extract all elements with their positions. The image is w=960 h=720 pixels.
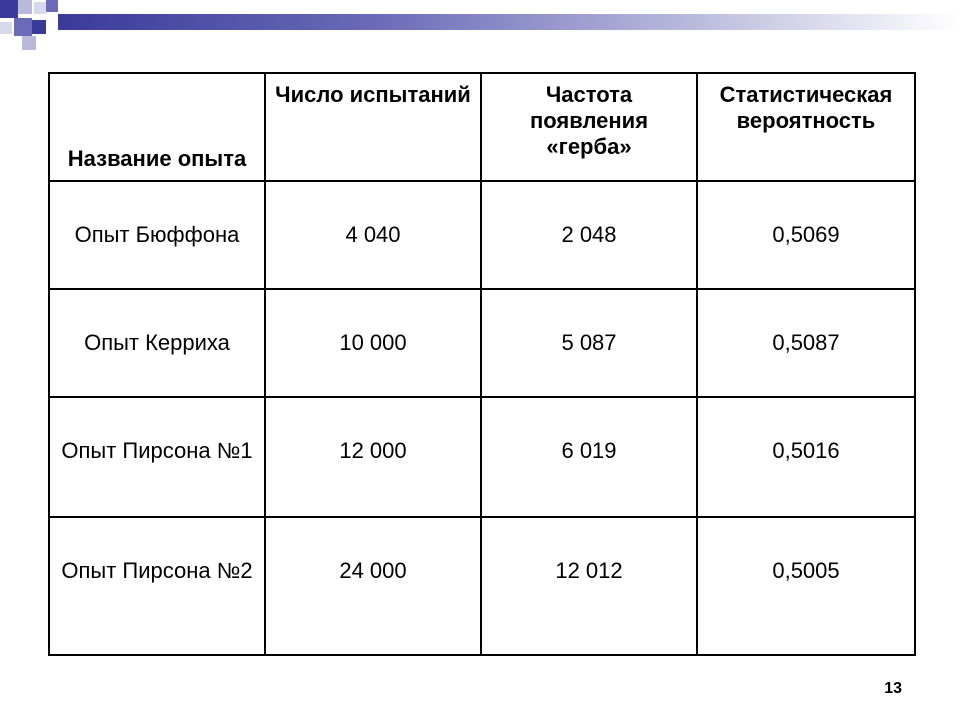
cell-heads-frequency: 5 087 [481,289,697,397]
cell-statistical-probability: 0,5087 [697,289,915,397]
cell-heads-frequency: 6 019 [481,397,697,517]
header-heads-frequency: Частота появления «герба» [481,73,697,181]
cell-heads-frequency: 2 048 [481,181,697,289]
deco-square [46,0,58,12]
deco-square [32,20,46,34]
table-row [49,397,915,517]
deco-square [22,36,36,50]
table-row [49,181,915,289]
deco-square [0,0,18,18]
experiments-table [48,72,916,656]
cell-experiment-name: Опыт Бюффона [49,181,265,289]
cell-trial-count: 12 000 [265,397,481,517]
cell-trial-count: 4 040 [265,181,481,289]
header-experiment-name: Название опыта [49,73,265,181]
deco-square [34,2,46,14]
table-row [49,517,915,655]
cell-experiment-name: Опыт Пирсона №2 [49,517,265,655]
deco-square [18,0,32,14]
table-header-row [49,73,915,181]
cell-experiment-name: Опыт Пирсона №1 [49,397,265,517]
deco-square [0,22,12,34]
table-row [49,289,915,397]
deco-square [14,18,32,36]
experiments-table-container [48,72,914,656]
cell-statistical-probability: 0,5016 [697,397,915,517]
cell-trial-count: 24 000 [265,517,481,655]
deco-gradient-bar [58,14,960,30]
header-statistical-probability: Статистическая вероятность [697,73,915,181]
page-number: 13 [884,680,902,697]
cell-statistical-probability: 0,5069 [697,181,915,289]
cell-statistical-probability: 0,5005 [697,517,915,655]
cell-trial-count: 10 000 [265,289,481,397]
cell-heads-frequency: 12 012 [481,517,697,655]
header-trial-count: Число испытаний [265,73,481,181]
slide-decoration [0,0,960,60]
cell-experiment-name: Опыт Керриха [49,289,265,397]
